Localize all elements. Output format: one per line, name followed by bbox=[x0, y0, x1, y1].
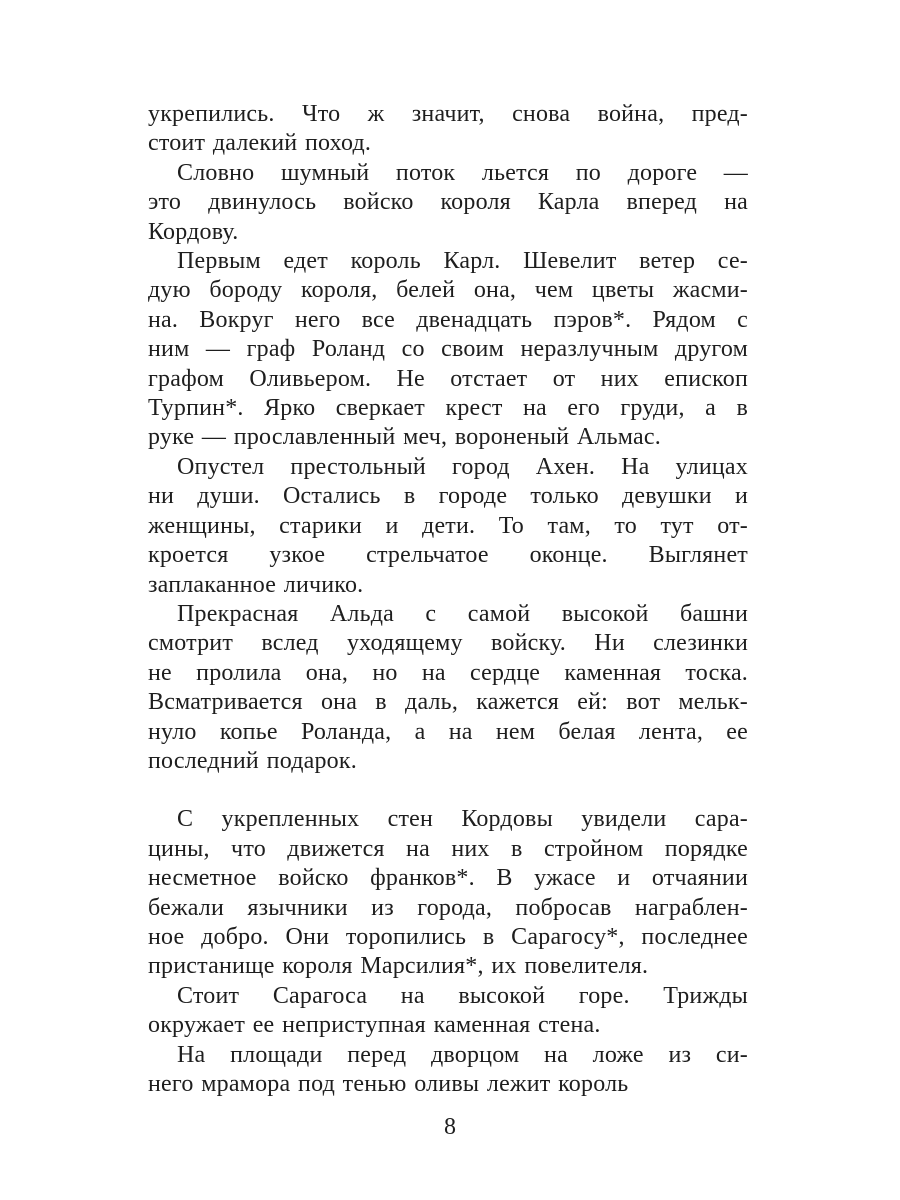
text-line: на. Вокруг него все двенадцать пэров*. Рядом с bbox=[148, 306, 748, 333]
text-line: ним — граф Роланд со своим неразлучным другом bbox=[148, 336, 748, 363]
text-line: него мрамора под тенью оливы лежит король bbox=[148, 1071, 629, 1097]
text-line: Словно шумный поток льется по дороге — bbox=[177, 159, 748, 186]
text-line: ни души. Остались в городе только девушки и bbox=[148, 483, 748, 510]
text-line: последний подарок. bbox=[148, 747, 357, 774]
paragraph bbox=[148, 805, 748, 981]
paragraph bbox=[148, 453, 748, 600]
text-line: Кордову. bbox=[148, 218, 239, 245]
paragraph bbox=[148, 600, 748, 776]
text-line: Прекрасная Альда с самой высокой башни bbox=[177, 600, 748, 627]
page-text bbox=[148, 100, 748, 1099]
text-line: укрепились. Что ж значит, снова война, пред- bbox=[148, 101, 748, 127]
paragraph bbox=[148, 1041, 748, 1100]
text-line: С укрепленных стен Кордовы увидели сара- bbox=[177, 806, 748, 833]
text-line: Всматривается она в даль, кажется ей: вот мельк- bbox=[148, 689, 748, 716]
text-line: это двинулось войско короля Карла вперед на bbox=[148, 189, 748, 216]
text-line: Стоит Сарагоса на высокой горе. Трижды bbox=[177, 982, 748, 1009]
text-line: Опустел престольный город Ахен. На улицах bbox=[177, 453, 748, 480]
text-line: пристанище короля Марсилия*, их повелителя. bbox=[148, 953, 649, 980]
page-number: 8 bbox=[444, 1114, 456, 1140]
paragraph bbox=[148, 100, 748, 159]
text-line: заплаканное личико. bbox=[148, 571, 364, 598]
text-line: цины, что движется на них в стройном порядке bbox=[148, 835, 748, 862]
text-line: руке — прославленный меч, вороненый Альмас. bbox=[148, 424, 661, 451]
text-line: Турпин*. Ярко сверкает крест на его груди, а в bbox=[148, 395, 748, 422]
text-line: стоит далекий поход. bbox=[148, 130, 372, 157]
text-line: женщины, старики и дети. То там, то тут от- bbox=[148, 512, 748, 539]
text-line: На площади перед дворцом на ложе из си- bbox=[177, 1041, 748, 1068]
text-line: не пролила она, но на сердце каменная тоска. bbox=[148, 659, 748, 686]
paragraph bbox=[148, 247, 748, 453]
text-line: смотрит вслед уходящему войску. Ни слезинки bbox=[148, 630, 748, 657]
text-line: нуло копье Роланда, а на нем белая лента, ее bbox=[148, 718, 748, 745]
text-line: Первым едет король Карл. Шевелит ветер се- bbox=[177, 248, 748, 275]
text-line: окружает ее неприступная каменная стена. bbox=[148, 1012, 601, 1039]
text-line: графом Оливьером. Не отстает от них епископ bbox=[148, 365, 748, 392]
text-line: кроется узкое стрельчатое оконце. Выглянет bbox=[148, 542, 748, 569]
text-line: дую бороду короля, белей она, чем цветы жасми- bbox=[148, 277, 748, 304]
text-line: бежали язычники из города, побросав награблен- bbox=[148, 894, 748, 921]
text-line: несметное войско франков*. В ужасе и отчаянии bbox=[148, 865, 748, 892]
paragraph bbox=[148, 159, 748, 247]
text-line: ное добро. Они торопились в Сарагосу*, последнее bbox=[148, 923, 748, 950]
paragraph bbox=[148, 982, 748, 1041]
